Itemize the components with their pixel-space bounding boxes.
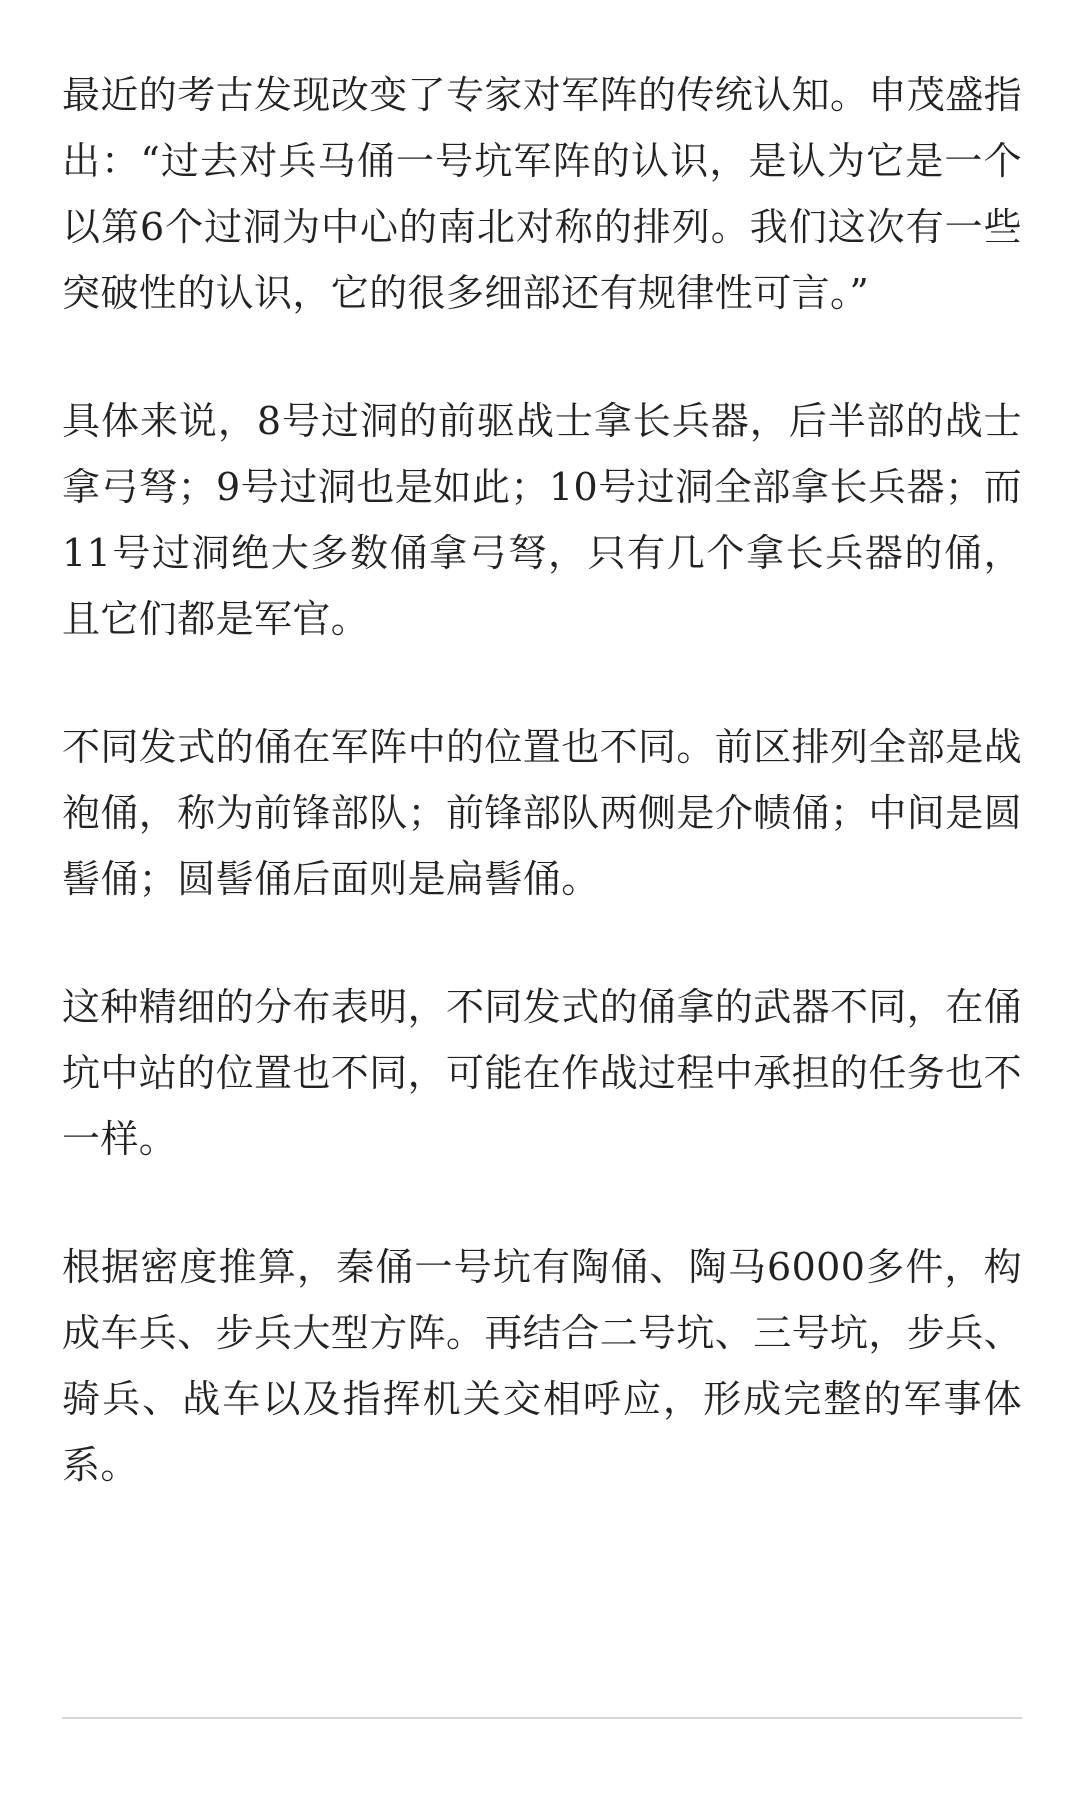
article-paragraph: 根据密度推算，秦俑一号坑有陶俑、陶马6000多件，构成车兵、步兵大型方阵。再结合二号坑、三号坑，步兵、骑兵、战车以及指挥机关交相呼应，形成完整的军事体系。 bbox=[62, 1245, 1023, 1487]
article-paragraph: 不同发式的俑在军阵中的位置也不同。前区排列全部是战袍俑，称为前锋部队；前锋部队两侧是介帻俑；中间是圆髻俑；圆髻俑后面则是扁髻俑。 bbox=[62, 725, 1023, 901]
article-body bbox=[62, 62, 1022, 1560]
section-divider bbox=[62, 1717, 1022, 1719]
article-paragraph: 这种精细的分布表明，不同发式的俑拿的武器不同，在俑坑中站的位置也不同，可能在作战过程中承担的任务也不一样。 bbox=[62, 985, 1023, 1161]
article-paragraph: 最近的考古发现改变了专家对军阵的传统认知。申茂盛指出：“过去对兵马俑一号坑军阵的认识，是认为它是一个以第6个过洞为中心的南北对称的排列。我们这次有一些突破性的认识，它的很多细部还有规律性可言。” bbox=[62, 73, 1023, 315]
article-paragraph: 具体来说，8号过洞的前驱战士拿长兵器，后半部的战士拿弓弩；9号过洞也是如此；10号过洞全部拿长兵器；而11号过洞绝大多数俑拿弓弩，只有几个拿长兵器的俑，且它们都是军官。 bbox=[62, 399, 1022, 641]
